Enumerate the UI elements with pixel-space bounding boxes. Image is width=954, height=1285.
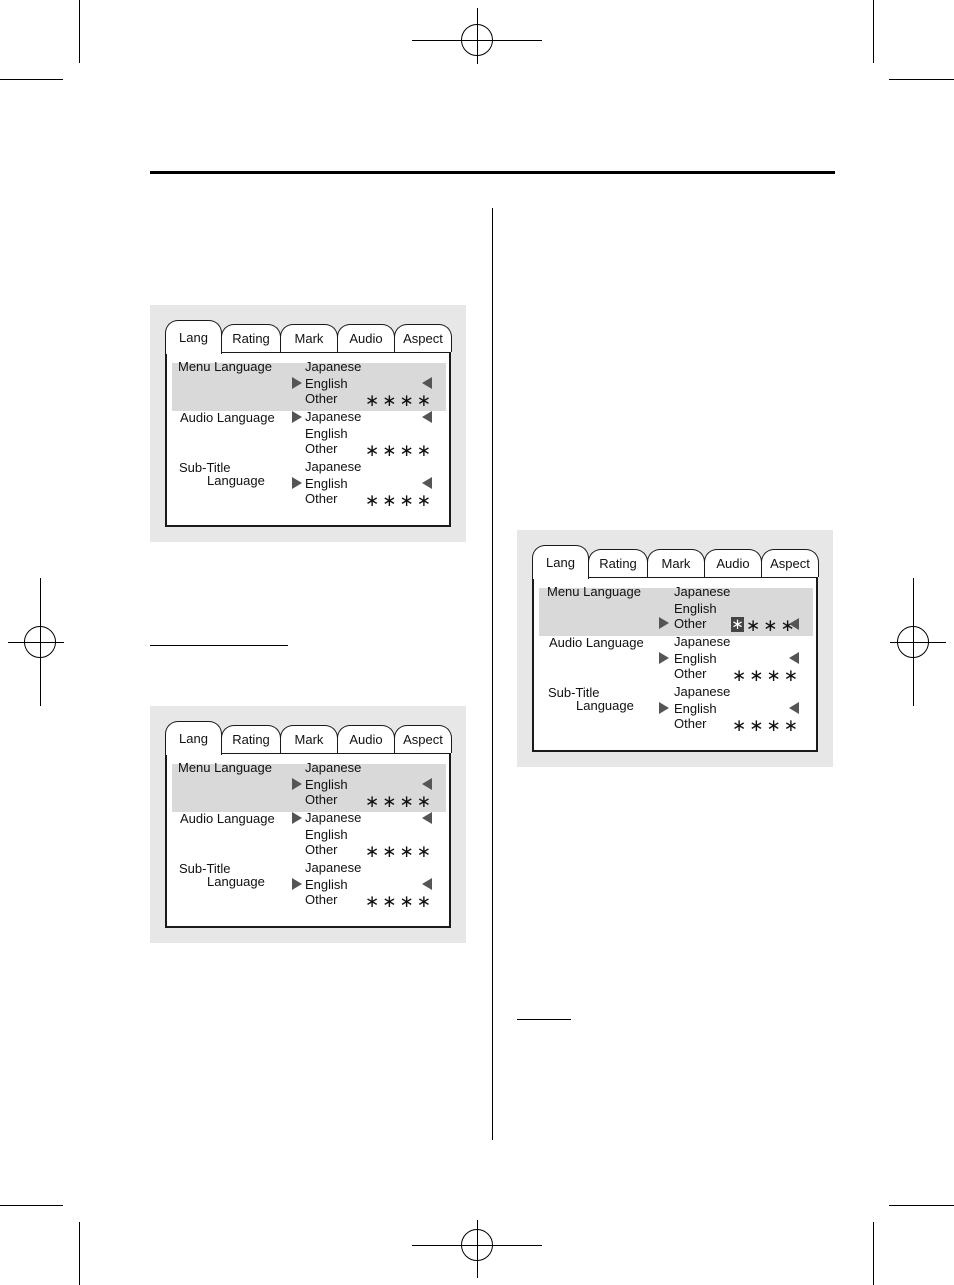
registration-circle	[461, 24, 493, 56]
selection-arrow-right-icon	[292, 477, 302, 489]
code-mask: ∗∗∗∗	[365, 792, 434, 811]
registration-circle	[24, 626, 56, 658]
option-english[interactable]: English	[674, 601, 717, 616]
tab-bar	[165, 721, 455, 755]
tab-audio[interactable]: Audio	[337, 725, 395, 753]
tab-aspect[interactable]: Aspect	[761, 549, 819, 577]
subtitle-label-language: Language	[576, 698, 634, 713]
tab-lang[interactable]: Lang	[532, 545, 589, 579]
option-english[interactable]: English	[305, 426, 348, 441]
option-japanese[interactable]: Japanese	[305, 810, 362, 825]
tab-aspect[interactable]: Aspect	[394, 725, 452, 753]
code-mask: ∗∗∗∗	[732, 716, 801, 735]
option-other[interactable]: Other	[674, 666, 707, 681]
setup-screen	[165, 752, 451, 928]
tab-mark[interactable]: Mark	[280, 725, 338, 753]
crop-mark	[889, 79, 954, 80]
selection-arrow-right-icon	[659, 652, 669, 664]
crop-mark	[79, 1222, 80, 1285]
crop-mark	[873, 0, 874, 63]
tab-mark[interactable]: Mark	[647, 549, 705, 577]
tab-mark[interactable]: Mark	[280, 324, 338, 352]
tab-lang[interactable]: Lang	[165, 320, 222, 354]
tab-aspect[interactable]: Aspect	[394, 324, 452, 352]
option-japanese[interactable]: Japanese	[305, 409, 362, 424]
selection-arrow-right-icon	[659, 617, 669, 629]
option-japanese[interactable]: Japanese	[305, 860, 362, 875]
option-english[interactable]: English	[305, 476, 348, 491]
heading-underline	[150, 645, 288, 646]
heading-underline	[517, 1019, 571, 1020]
option-other[interactable]: Other	[305, 842, 338, 857]
option-japanese[interactable]: Japanese	[305, 760, 362, 775]
option-japanese[interactable]: Japanese	[674, 634, 731, 649]
selection-arrow-left-icon	[422, 812, 432, 824]
registration-circle	[461, 1229, 493, 1261]
dvd-setup-screen-figure	[517, 530, 833, 767]
dvd-setup-screen-figure	[150, 706, 466, 943]
header-rule	[150, 171, 835, 174]
code-mask: ∗∗∗∗	[365, 391, 434, 410]
dvd-setup-screen-figure	[150, 305, 466, 542]
audio-language-label: Audio Language	[549, 635, 644, 650]
tab-rating[interactable]: Rating	[588, 549, 648, 577]
tab-rating[interactable]: Rating	[221, 324, 281, 352]
selection-arrow-left-icon	[789, 618, 799, 630]
option-japanese[interactable]: Japanese	[305, 359, 362, 374]
menu-language-label: Menu Language	[178, 359, 272, 374]
selection-arrow-left-icon	[422, 411, 432, 423]
menu-language-label: Menu Language	[178, 760, 272, 775]
option-english[interactable]: English	[674, 701, 717, 716]
option-japanese[interactable]: Japanese	[674, 684, 731, 699]
selection-arrow-right-icon	[292, 411, 302, 423]
code-mask: ∗∗∗∗	[732, 666, 801, 685]
tab-rating[interactable]: Rating	[221, 725, 281, 753]
code-mask: ∗∗∗∗	[365, 441, 434, 460]
code-entry-cursor[interactable]: ∗	[731, 616, 744, 633]
setup-screen	[532, 576, 818, 752]
column-divider	[492, 208, 493, 1140]
option-other[interactable]: Other	[674, 616, 707, 631]
option-english[interactable]: English	[305, 777, 348, 792]
selection-arrow-left-icon	[422, 477, 432, 489]
option-english[interactable]: English	[305, 376, 348, 391]
selection-arrow-right-icon	[659, 702, 669, 714]
option-other[interactable]: Other	[305, 441, 338, 456]
selection-arrow-left-icon	[422, 778, 432, 790]
subtitle-label: Sub-Title	[179, 460, 231, 475]
selection-arrow-left-icon	[789, 702, 799, 714]
option-other[interactable]: Other	[305, 391, 338, 406]
selection-arrow-right-icon	[292, 377, 302, 389]
tab-bar	[532, 545, 822, 579]
tab-lang[interactable]: Lang	[165, 721, 222, 755]
selection-arrow-left-icon	[422, 377, 432, 389]
option-english[interactable]: English	[305, 877, 348, 892]
option-english[interactable]: English	[674, 651, 717, 666]
option-japanese[interactable]: Japanese	[674, 584, 731, 599]
crop-mark	[0, 79, 63, 80]
code-mask: ∗∗∗	[746, 616, 798, 635]
option-other[interactable]: Other	[305, 792, 338, 807]
option-other[interactable]: Other	[674, 716, 707, 731]
subtitle-label-language: Language	[207, 874, 265, 889]
option-japanese[interactable]: Japanese	[305, 459, 362, 474]
code-mask: ∗∗∗∗	[365, 491, 434, 510]
tab-audio[interactable]: Audio	[337, 324, 395, 352]
crop-mark	[0, 1205, 63, 1206]
selection-arrow-left-icon	[422, 878, 432, 890]
tab-bar	[165, 320, 455, 354]
menu-language-label: Menu Language	[547, 584, 641, 599]
selection-arrow-right-icon	[292, 778, 302, 790]
audio-language-label: Audio Language	[180, 410, 275, 425]
option-other[interactable]: Other	[305, 892, 338, 907]
registration-circle	[897, 626, 929, 658]
option-other[interactable]: Other	[305, 491, 338, 506]
setup-screen	[165, 351, 451, 527]
crop-mark	[79, 0, 80, 63]
crop-mark	[889, 1205, 954, 1206]
subtitle-label: Sub-Title	[548, 685, 600, 700]
selection-arrow-right-icon	[292, 812, 302, 824]
code-mask: ∗∗∗∗	[365, 842, 434, 861]
subtitle-label-language: Language	[207, 473, 265, 488]
selection-arrow-left-icon	[789, 652, 799, 664]
crop-mark	[873, 1222, 874, 1285]
selection-arrow-right-icon	[292, 878, 302, 890]
subtitle-label: Sub-Title	[179, 861, 231, 876]
code-mask: ∗∗∗∗	[365, 892, 434, 911]
option-english[interactable]: English	[305, 827, 348, 842]
audio-language-label: Audio Language	[180, 811, 275, 826]
tab-audio[interactable]: Audio	[704, 549, 762, 577]
